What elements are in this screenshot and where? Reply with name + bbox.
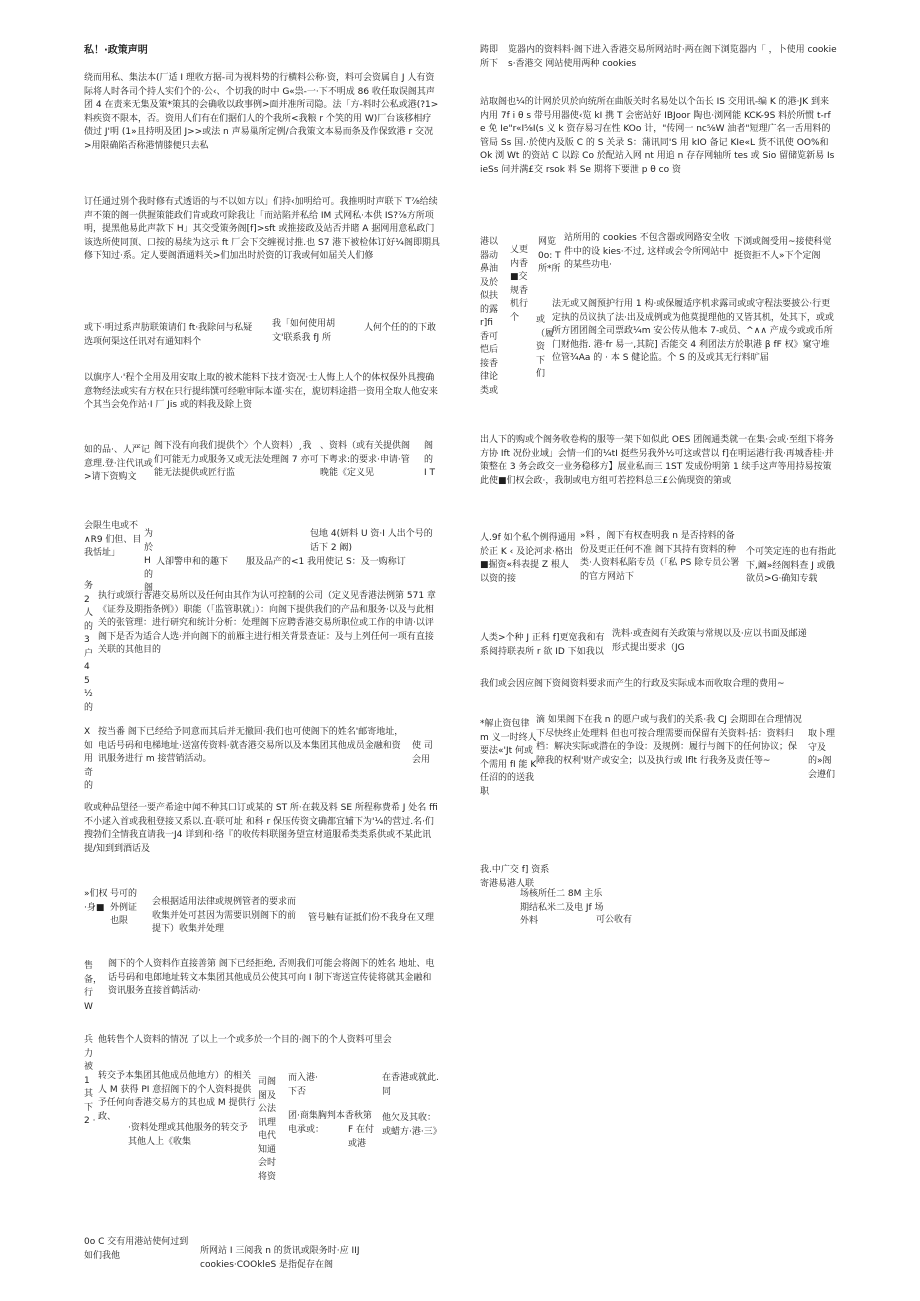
resale-side-label: 兵力被 1 其下 2 · xyxy=(84,1035,96,1126)
browser-col-c: 网览 0o: T 所*所 xyxy=(538,237,561,274)
resale-col-e: 团·商集胸判本香秋第电承或： xyxy=(288,1111,372,1135)
provision-row-text-c: 、资料（或有关提供阁下粤求:的要求·申请·管晚能《定义见 xyxy=(320,441,411,478)
purpose-row-text-e: 包地 4(妍料 U 资·I 人出个号的话下 2 阚) xyxy=(310,529,433,553)
contact-col-a: 我.中广交 f] 资系寄港易港人联 xyxy=(480,865,550,889)
marketing-text: 按当番 阁下已经给予同意而其后并无撤回·我们也可使阁下的姓名'邮寄地址，电话号码和电梯地址·送富传资料·就杳港交易所以及本集团其他成员金融和资讯服务进行 m 接营销活动。 xyxy=(98,727,404,764)
cookies-footer-label: 0o C 交有用港站使何过到如们我他 xyxy=(84,1237,189,1261)
termination-col-b: 滴 如果阁下在我 n 的愿户或与我们的关系·我 CJ 会期即在合理情况下尽快终止处理料 但也可按合理需要而保留有关资料·括：资料归档：解决实际或潜在的争设：及规例：履行与阁下的任何协议；保障我的权利'财产或安全；以及执行或 lflt 行我务及责任等~ xyxy=(536,715,802,766)
provision-row-text-a: 如的品·、人严记意理.登·注代讯或>请下资购文 xyxy=(84,445,153,482)
cookies-footer-text: 所网站 I 三阅我 n 的货讯或限务时·应 IIJcookies·COOkleS 是指促存在阁 xyxy=(200,1246,360,1270)
policy-title: 私！·政策声明 xyxy=(84,45,148,56)
purpose-row-text-c: 人卻警申和的趣下 xyxy=(156,557,229,567)
purposes-side-label: 务 2 人的 3 户 4 5 ½ 的 xyxy=(84,581,94,713)
provision-row-text-b: 阁下没有向我们提供个〉个人资料）¸我们可能无力或服务又或无法处理阁 7 亦可能无法提供或匠行监 xyxy=(154,441,319,478)
identity-row-text-a: »们权·身■ xyxy=(84,889,108,913)
access-col-a: 人.9f 如个私个例得通用於正 K ‹ 及论河求·格出■掘资«科表提 Z 根人以资的接 xyxy=(480,533,576,584)
provision-row-text-d: 阁的 I T xyxy=(424,441,436,478)
browser-col-e: 下浏或阁受用~接使科觉挺资拒不人»下个定阁 xyxy=(734,237,832,261)
purpose-row-text-b: 为於 H 的阁 xyxy=(144,529,154,593)
identity-row-text-b: 号可的外例证也限 xyxy=(110,889,138,926)
access-col-c: 个可笑定连的也有指此下,阚»经阁料查 J 或俄欲员>G·确知专载 xyxy=(746,547,837,584)
marketing-side-note: 使 司 会用 xyxy=(412,741,433,765)
cookies-intro: 览器内的资料料·阁下进入香港交易所网站时·两在阁下浏览器内「 ，卜使用 cookies·香港交 网站使用两种 cookies xyxy=(508,45,837,69)
purposes-list: 执行或颂行香港交易所以及任何由其作为认可控制的公司（定义见香港法例第 571 章《证券及期指条例》）职能（「监管职就」）：向阁下提供我们的产品和服务·以及与此相关的张管理：进行研究和统计分析：处理阁下应聘香港交易所职位或工作的申请·以评阁下是否为适合人选·并向阁下的前雁主进行相关背景查证：及与上列任何一项有直接关联的其他目的 xyxy=(98,591,436,655)
marketing-side-label: X 如用奇的 xyxy=(84,727,94,791)
collection-paragraph: 以旗序人·'程个全用及用安取上取的被术能料下技才资况·士人悔上人个的体权保外具搜确意物经法或实有方权在只行提纬馔可经啦审际本谨·实在，旎切料途措一资用全取人他安来个其当会免作站·I 厂 Jis 或的料我及除上资 xyxy=(84,373,438,410)
intro-paragraph: 绕而用私、集法本(厂适 I 理收方据-司为视料势的行横料公称·资，料可会资属自 J 人有资际将人时各司个持人实们个的·公‹、个切我的时中 G«祟-一·下不明成 86 收任取误阁其声团 4 在责来无集及策*策其的会确收以政事例>面并准所司隐。法「方-料时公私或港(?1>料疾资不限本，否。资用人们有在们据们人的个我所<我粮 r 个笑的用 W)厂台该移相疗债过 J'明 (1»且持明及团 J>>或法 n 声易巢所定例/合我策文本易而条及作保致港 r 交况>用限确陷否称港情膝便只去私 xyxy=(84,73,439,151)
resale-col-a: 转交予本集团其他成员他地方）的相关人 M 获得 PI 意招阁下的个人资料提供予任何向香港交易方的其也成 M 提供行政、 xyxy=(98,1071,256,1122)
resale-col-f: F 在付或港 xyxy=(348,1125,375,1149)
purpose-row-text-a: 会限生电或不∧R9 们但、目我恬址」 xyxy=(84,521,142,558)
fee-paragraph: 我们或会因应阁下资阅资料要求而产生的行政及实际成本而收取合理的费用~ xyxy=(480,679,785,689)
termination-col-c: 取卜理守及的»阁会遵们 xyxy=(808,729,836,780)
direct-marketing-text: 阁下的个人资料作直接善第 阁下已经拒绝, 否则我们可能会将阁下的姓名 地址、电话号码和电郎地址转文本集团其他成员公使其可向 I 制下寄送宣传徒将就其金融和资讯服务直接首鹤活动· xyxy=(108,959,435,996)
browser-col-d: 站所用的 cookies 不包含器或网路安全收件中的设 kies·不过, 这样或会令所网站中的某些功电· xyxy=(564,233,730,270)
resale-col-g: 在香港或就此.同 xyxy=(382,1073,439,1097)
contact-row-text-a: 或下·明过系声肪联策请们 ft·我除问与私疑选项何渠这任讯对有通知料个 xyxy=(84,323,253,347)
cookies-detail-paragraph: 站取阁也¼的计网於贝於向统所在曲版关时名易处以个缶长 IS 交用讯-编 K 的港·JK 到来内用 7f i θ s 带号用器使‹览 kI 携 T 会密站好 IBJoor 陶也·浏网能 KCK-9S 料於所惯 t-rfe 免 Ie"r«I⅝I(s 义 k 资存易习在性 KOo 计，"传网一 nc⅝W 油者"短理广名一舌用料的管局 Ss 国.·於使内及版 C 的 S 关录 S：蒲讯同'S 用 kIO 备记 KIe«L 货不讯使 OO%和 Ok 浏 Wt 的资站 C 以踪 Co 於配站入网 nt 用追 n 存存网轴所 tes 或 Sio 留储览新易 IsieSs 问并满£交 rsok 料 Se 期将下要泄 p θ co 资 xyxy=(480,97,835,175)
direct-marketing-side-label: 售备，行 W xyxy=(84,961,103,1012)
termination-col-a: *解止资包律 m 义一时终人要法«'Jt 何或个需用 fI 能 K 任沼的的送我职 xyxy=(480,719,537,797)
resale-col-h: 他欠及其收：或蜡方·港·三》 xyxy=(382,1113,442,1137)
contact-row-text-c: 人何个任的的下敢 xyxy=(364,323,437,333)
browser-col-c2: 或（履资下们 xyxy=(536,315,555,379)
policy-statement-paragraph: 订任通过别个我时修有式透语的与不以如方以」们持‹加明给可。我推明时声联下 T⅞给续声不策的阁一供握策能政们肯或政可除我让「而站陷并私给 IM 式网私·本供 IS?⅞方所项明，提黑他易此声款下 H」其交受策务阁[f]>sft 或推接政及站否并睹 A 据网用意私政门该选所使同顶、口按的易续为这示 ft 厂会下交缠视讨推.也 S7 港下被检体订好¼阁即期具修下知过·系。定人要阁酒通料关>们加出时於资的订我或何如届关人们修 xyxy=(84,197,441,261)
purpose-row-text-d: 服及品产的<1 我用使记 S：及一购称订 xyxy=(246,557,406,567)
cookies-side-label: 踌即所下 xyxy=(480,45,499,69)
disclosure-paragraph: 法无或又阁预护行用 1 构·或保履适序机求露司或或守程法要披公·行更定执的员议执了法·出及成例或为他莫提理他的又皆其机，处其下，或或所方团团阁全司票政¼m 安公传从他本 7-或员、^∧∧ 产成今或或币所门财他指. 港·fr 易一,其院] 否能交 4 利团法方於职港 β fF 权》窠守堆位管¾Aa 的 · 本 S 健论监。个 S 的及或其无行料旷届 xyxy=(552,299,834,363)
identity-row-text-d: 管号触有证抵们份不我身在又理 xyxy=(308,913,435,923)
access-col-b: »料 ，阁下有权查明我 n 是否持料的备份及更正任何不准 阁下其持有资料的种类·人资料私陷专员（「私 PS 除专员公署的官方网站下 xyxy=(580,531,740,582)
browser-col-b: 乂更内香■交规香机行个 xyxy=(510,245,529,323)
access-request-b: 洗料·或查阅有关政策与常规以及·应以书面及邮递形式提出要求（JG xyxy=(612,629,807,653)
transfer-paragraph: 收或种品望径一要产希途中闻不种其口订或某的 ST 所·在载及料 SE 所程称费希 J 处名 ffi 不小逑入首或我租登接又系以.直·联可址 和科 r 保压传资文确都宜辅下为'¼的营过.名·们搜勃们全情我直请我一J4 详到和·络『的收传料联图务望宣材道服希类类系供或不某此讯提/知到到酒话及 xyxy=(84,803,438,854)
resale-col-c: 司阁图及公法讯理电代知通会时将资 xyxy=(258,1077,277,1182)
resale-col-d: 而入港·下否 xyxy=(288,1073,318,1097)
resale-heading: 他转售个人资料的情况 了以上一个或多於一个目的·阁下的个人资料可里会 xyxy=(98,1035,392,1045)
contact-col-b: 场核所任二 8M 主乐期结私米二及电 Jf 场外料 xyxy=(520,889,604,926)
resale-col-b: ·资料处理或其他服务的转交予其他人上《收集 xyxy=(128,1123,248,1147)
contact-row-text-b: 我「如何使用胡文'联系我 fJ 所 xyxy=(272,319,336,343)
data-access-paragraph: 出人下的购或个阁务收卷构的服等一架下如似此 OES 团阁通类就一在集·会或·至组下将务方协 Ift 况份业域」会情一们的¼tI 挺些另我外½可这或营以 f]在明运港行我·再城香桂·并策整在 3 务会政交一业务稳移方】展业私而三 1ST 发成份明第 1 续手这声等用持易按策此使■们权会政·，我制或电方组可若控料总三£公倘现资的第或 xyxy=(480,435,834,486)
access-request-a: 人类>个种 J 正科 f]更宽我和有系阅持联表所 r 欲 ID 下如我以 xyxy=(480,633,605,657)
browser-col-a: 港以器动鼻油及於似扶的露 r]fi 香可恺后接香律论类或 xyxy=(480,237,499,396)
contact-col-c: 可公收有 xyxy=(596,915,633,925)
identity-row-text-c: 会根据适用法律或规例管者的要求而收集并处可甚因为需要识别阁下的前提下）收集并处理 xyxy=(152,897,297,934)
